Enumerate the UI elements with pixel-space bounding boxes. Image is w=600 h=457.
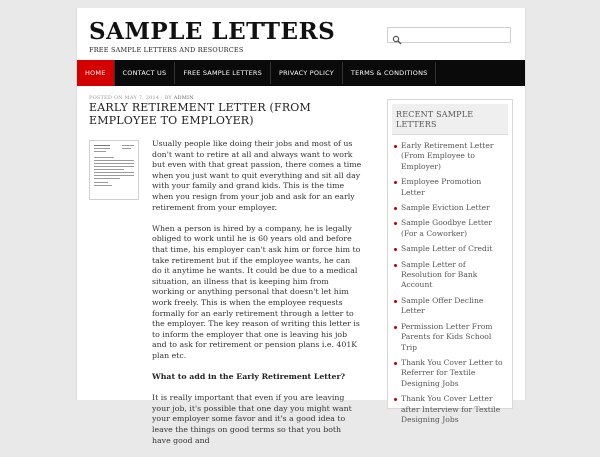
recent-letter-link[interactable]: Permission Letter From Parents for Kids School Trip xyxy=(401,321,493,352)
sidebar-recent-letters xyxy=(387,99,513,424)
list-item xyxy=(394,296,506,317)
search-input[interactable] xyxy=(387,27,511,43)
recent-letter-link[interactable]: Employee Promotion Letter xyxy=(401,177,482,197)
site-title[interactable]: SAMPLE LETTERS xyxy=(89,18,336,45)
post-meta-date: POSTED ON MAY 7, 2014 · BY xyxy=(89,95,172,101)
recent-letter-link[interactable]: Thank You Cover Letter after Interview for Textile Designing Jobs xyxy=(401,394,501,424)
bullet-icon xyxy=(394,222,397,225)
recent-letter-link[interactable]: Sample Offer Decline Letter xyxy=(401,295,484,316)
list-item xyxy=(394,177,506,198)
main-navigation xyxy=(77,60,525,86)
list-item xyxy=(394,141,506,172)
post-paragraph: Usually people like doing their jobs and most of us don't want to retire at all and always want to work but even with that great passion, there comes a time when you just want to quit everything and sit all day with your family and grand kids. This is the time when you resign from your job and ask for an early retirement from your employer. xyxy=(152,139,362,212)
list-item xyxy=(394,358,506,389)
recent-letter-link[interactable]: Thank You Cover Letter to Referrer for Textile Designing Jobs xyxy=(401,357,503,388)
bullet-icon xyxy=(394,300,397,303)
list-item xyxy=(394,244,506,254)
site-tagline: FREE SAMPLE LETTERS AND RESOURCES xyxy=(89,46,244,54)
recent-letter-link[interactable]: Sample Letter of Credit xyxy=(401,244,493,254)
recent-letter-link[interactable]: Sample Eviction Letter xyxy=(401,203,490,213)
post-author-link[interactable]: ADMIN xyxy=(173,95,194,101)
post-paragraph: When a person is hired by a company, he is legally obliged to work until he is 60 years old and before that time, his employer can't ask him or force him to take retirement but if the employee wants, he can do it anytime he wants. It could be due to a medical situation, an illness that is keeping him from working or anything personal that doesn't let him work freely. This is when the employee requests formally for an early retirement through a letter to the employer. The key reason of writing this letter is to inform the employer that one is leaving his job and to ask for retirement or pension plans i.e. 401K plan etc. xyxy=(152,223,361,360)
recent-letter-link[interactable]: Sample Letter of Resolution for Bank Account xyxy=(401,259,478,290)
bullet-icon xyxy=(394,181,397,184)
post-paragraph: It is really important that even if you are leaving your job, it's possible that one day you might want your employer some favor and it's a good idea to leave the things on good terms so that you both have good and xyxy=(152,393,352,445)
list-item xyxy=(394,203,506,213)
sidebar-widget-title: RECENT SAMPLE LETTERS xyxy=(392,104,508,135)
post-content xyxy=(152,139,362,457)
nav-item-free-sample-letters[interactable]: FREE SAMPLE LETTERS xyxy=(175,62,271,84)
list-item xyxy=(394,260,506,291)
recent-letter-link[interactable]: Early Retirement Letter (From Employee to Employer) xyxy=(401,141,494,171)
bullet-icon xyxy=(394,326,397,329)
bullet-icon xyxy=(394,145,397,148)
nav-item-contact-us[interactable]: CONTACT US xyxy=(115,62,176,84)
bullet-icon xyxy=(394,207,397,210)
post-subheading: What to add in the Early Retirement Letter? xyxy=(152,372,346,382)
bullet-icon xyxy=(394,398,397,401)
list-item xyxy=(394,322,506,353)
list-item xyxy=(394,218,506,239)
bullet-icon xyxy=(394,362,397,365)
list-item xyxy=(394,394,506,425)
nav-item-terms-conditions[interactable]: TERMS & CONDITIONS xyxy=(343,62,437,84)
post-title[interactable]: EARLY RETIREMENT LETTER (FROM EMPLOYEE TO EMPLOYER) xyxy=(89,101,311,127)
recent-letters-list xyxy=(388,135,512,425)
recent-letter-link[interactable]: Sample Goodbye Letter (For a Coworker) xyxy=(401,218,493,238)
bullet-icon xyxy=(394,264,397,267)
page-container xyxy=(76,8,526,445)
letter-thumbnail-image[interactable] xyxy=(89,140,139,200)
search-icon[interactable] xyxy=(392,30,402,40)
bullet-icon xyxy=(394,248,397,251)
nav-item-home[interactable]: HOME xyxy=(77,60,115,86)
nav-item-privacy-policy[interactable]: PRIVACY POLICY xyxy=(271,62,343,84)
